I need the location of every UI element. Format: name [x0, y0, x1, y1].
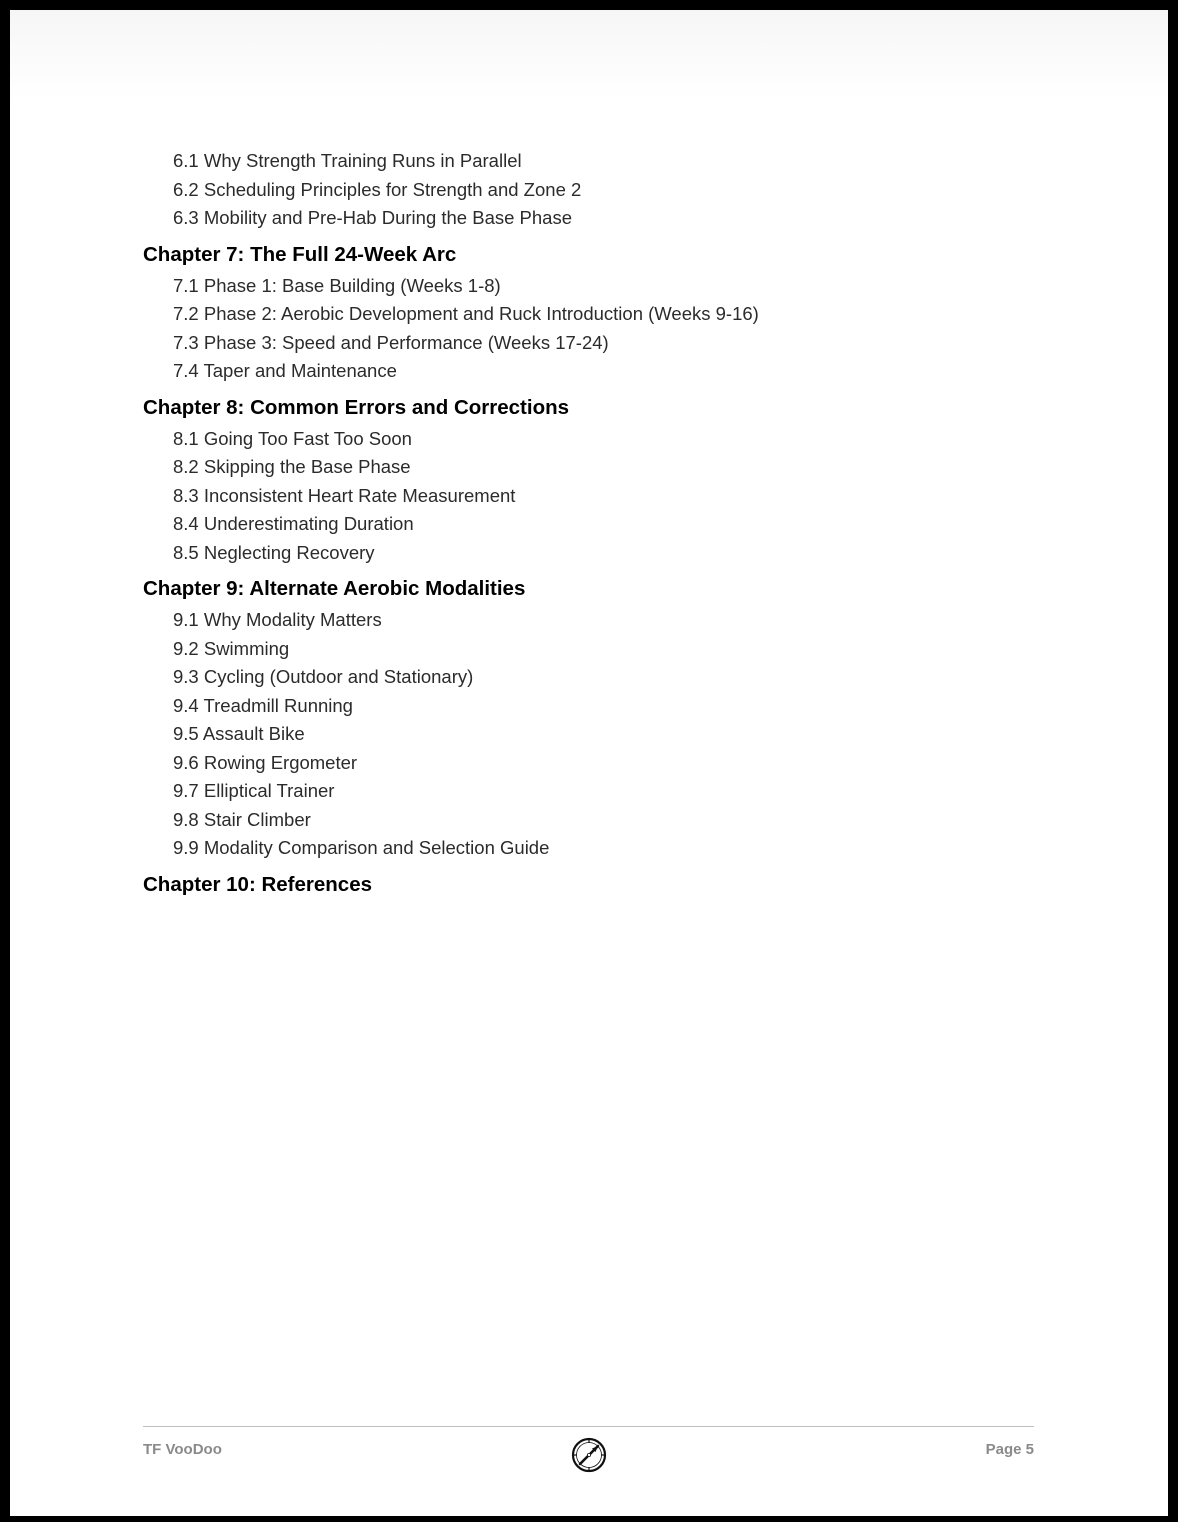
- toc-chapter-8[interactable]: Chapter 8: Common Errors and Corrections: [143, 395, 570, 419]
- toc-entry-8-2[interactable]: 8.2 Skipping the Base Phase: [173, 456, 411, 477]
- document-page: [10, 10, 1168, 1516]
- toc-entry-9-8[interactable]: 9.8 Stair Climber: [173, 808, 311, 830]
- toc-entry-9-3[interactable]: 9.3 Cycling (Outdoor and Stationary): [173, 666, 474, 687]
- toc-entry-8-5[interactable]: 8.5 Neglecting Recovery: [173, 541, 375, 563]
- toc-entry-9-9[interactable]: 9.9 Modality Comparison and Selection Guide: [173, 837, 550, 858]
- table-of-contents: [143, 147, 1043, 902]
- toc-chapter-9[interactable]: Chapter 9: Alternate Aerobic Modalities: [143, 577, 526, 600]
- toc-entry-6-3[interactable]: 6.3 Mobility and Pre-Hab During the Base Phase: [173, 207, 572, 228]
- toc-entry-9-1[interactable]: 9.1 Why Modality Matters: [173, 609, 382, 630]
- toc-entry-7-4[interactable]: 7.4 Taper and Maintenance: [173, 360, 397, 381]
- toc-entry-7-2[interactable]: 7.2 Phase 2: Aerobic Development and Ruck Introduction (Weeks 9-16): [173, 303, 759, 324]
- toc-entry-9-7[interactable]: 9.7 Elliptical Trainer: [173, 780, 335, 801]
- footer-author: TF VooDoo: [143, 1441, 222, 1458]
- page-number: Page 5: [985, 1441, 1034, 1458]
- toc-entry-9-4[interactable]: 9.4 Treadmill Running: [173, 694, 353, 716]
- toc-chapter-7[interactable]: Chapter 7: The Full 24-Week Arc: [143, 242, 457, 266]
- toc-chapter-10[interactable]: Chapter 10: References: [143, 872, 373, 896]
- toc-entry-7-3[interactable]: 7.3 Phase 3: Speed and Performance (Weeks 17-24): [173, 331, 609, 353]
- toc-entry-8-1[interactable]: 8.1 Going Too Fast Too Soon: [173, 427, 412, 449]
- toc-entry-7-1[interactable]: 7.1 Phase 1: Base Building (Weeks 1-8): [173, 274, 501, 296]
- toc-entry-8-3[interactable]: 8.3 Inconsistent Heart Rate Measurement: [173, 484, 516, 506]
- toc-entry-9-2[interactable]: 9.2 Swimming: [173, 637, 290, 659]
- toc-entry-9-6[interactable]: 9.6 Rowing Ergometer: [173, 751, 358, 773]
- toc-entry-9-5[interactable]: 9.5 Assault Bike: [173, 723, 305, 744]
- toc-entry-6-2[interactable]: 6.2 Scheduling Principles for Strength and Zone 2: [173, 178, 582, 200]
- compass-logo-icon: [570, 1436, 608, 1474]
- toc-entry-6-1[interactable]: 6.1 Why Strength Training Runs in Parallel: [173, 150, 522, 171]
- footer-divider: [143, 1426, 1034, 1427]
- toc-entry-8-4[interactable]: 8.4 Underestimating Duration: [173, 513, 414, 534]
- page-top-shade: [10, 10, 1168, 100]
